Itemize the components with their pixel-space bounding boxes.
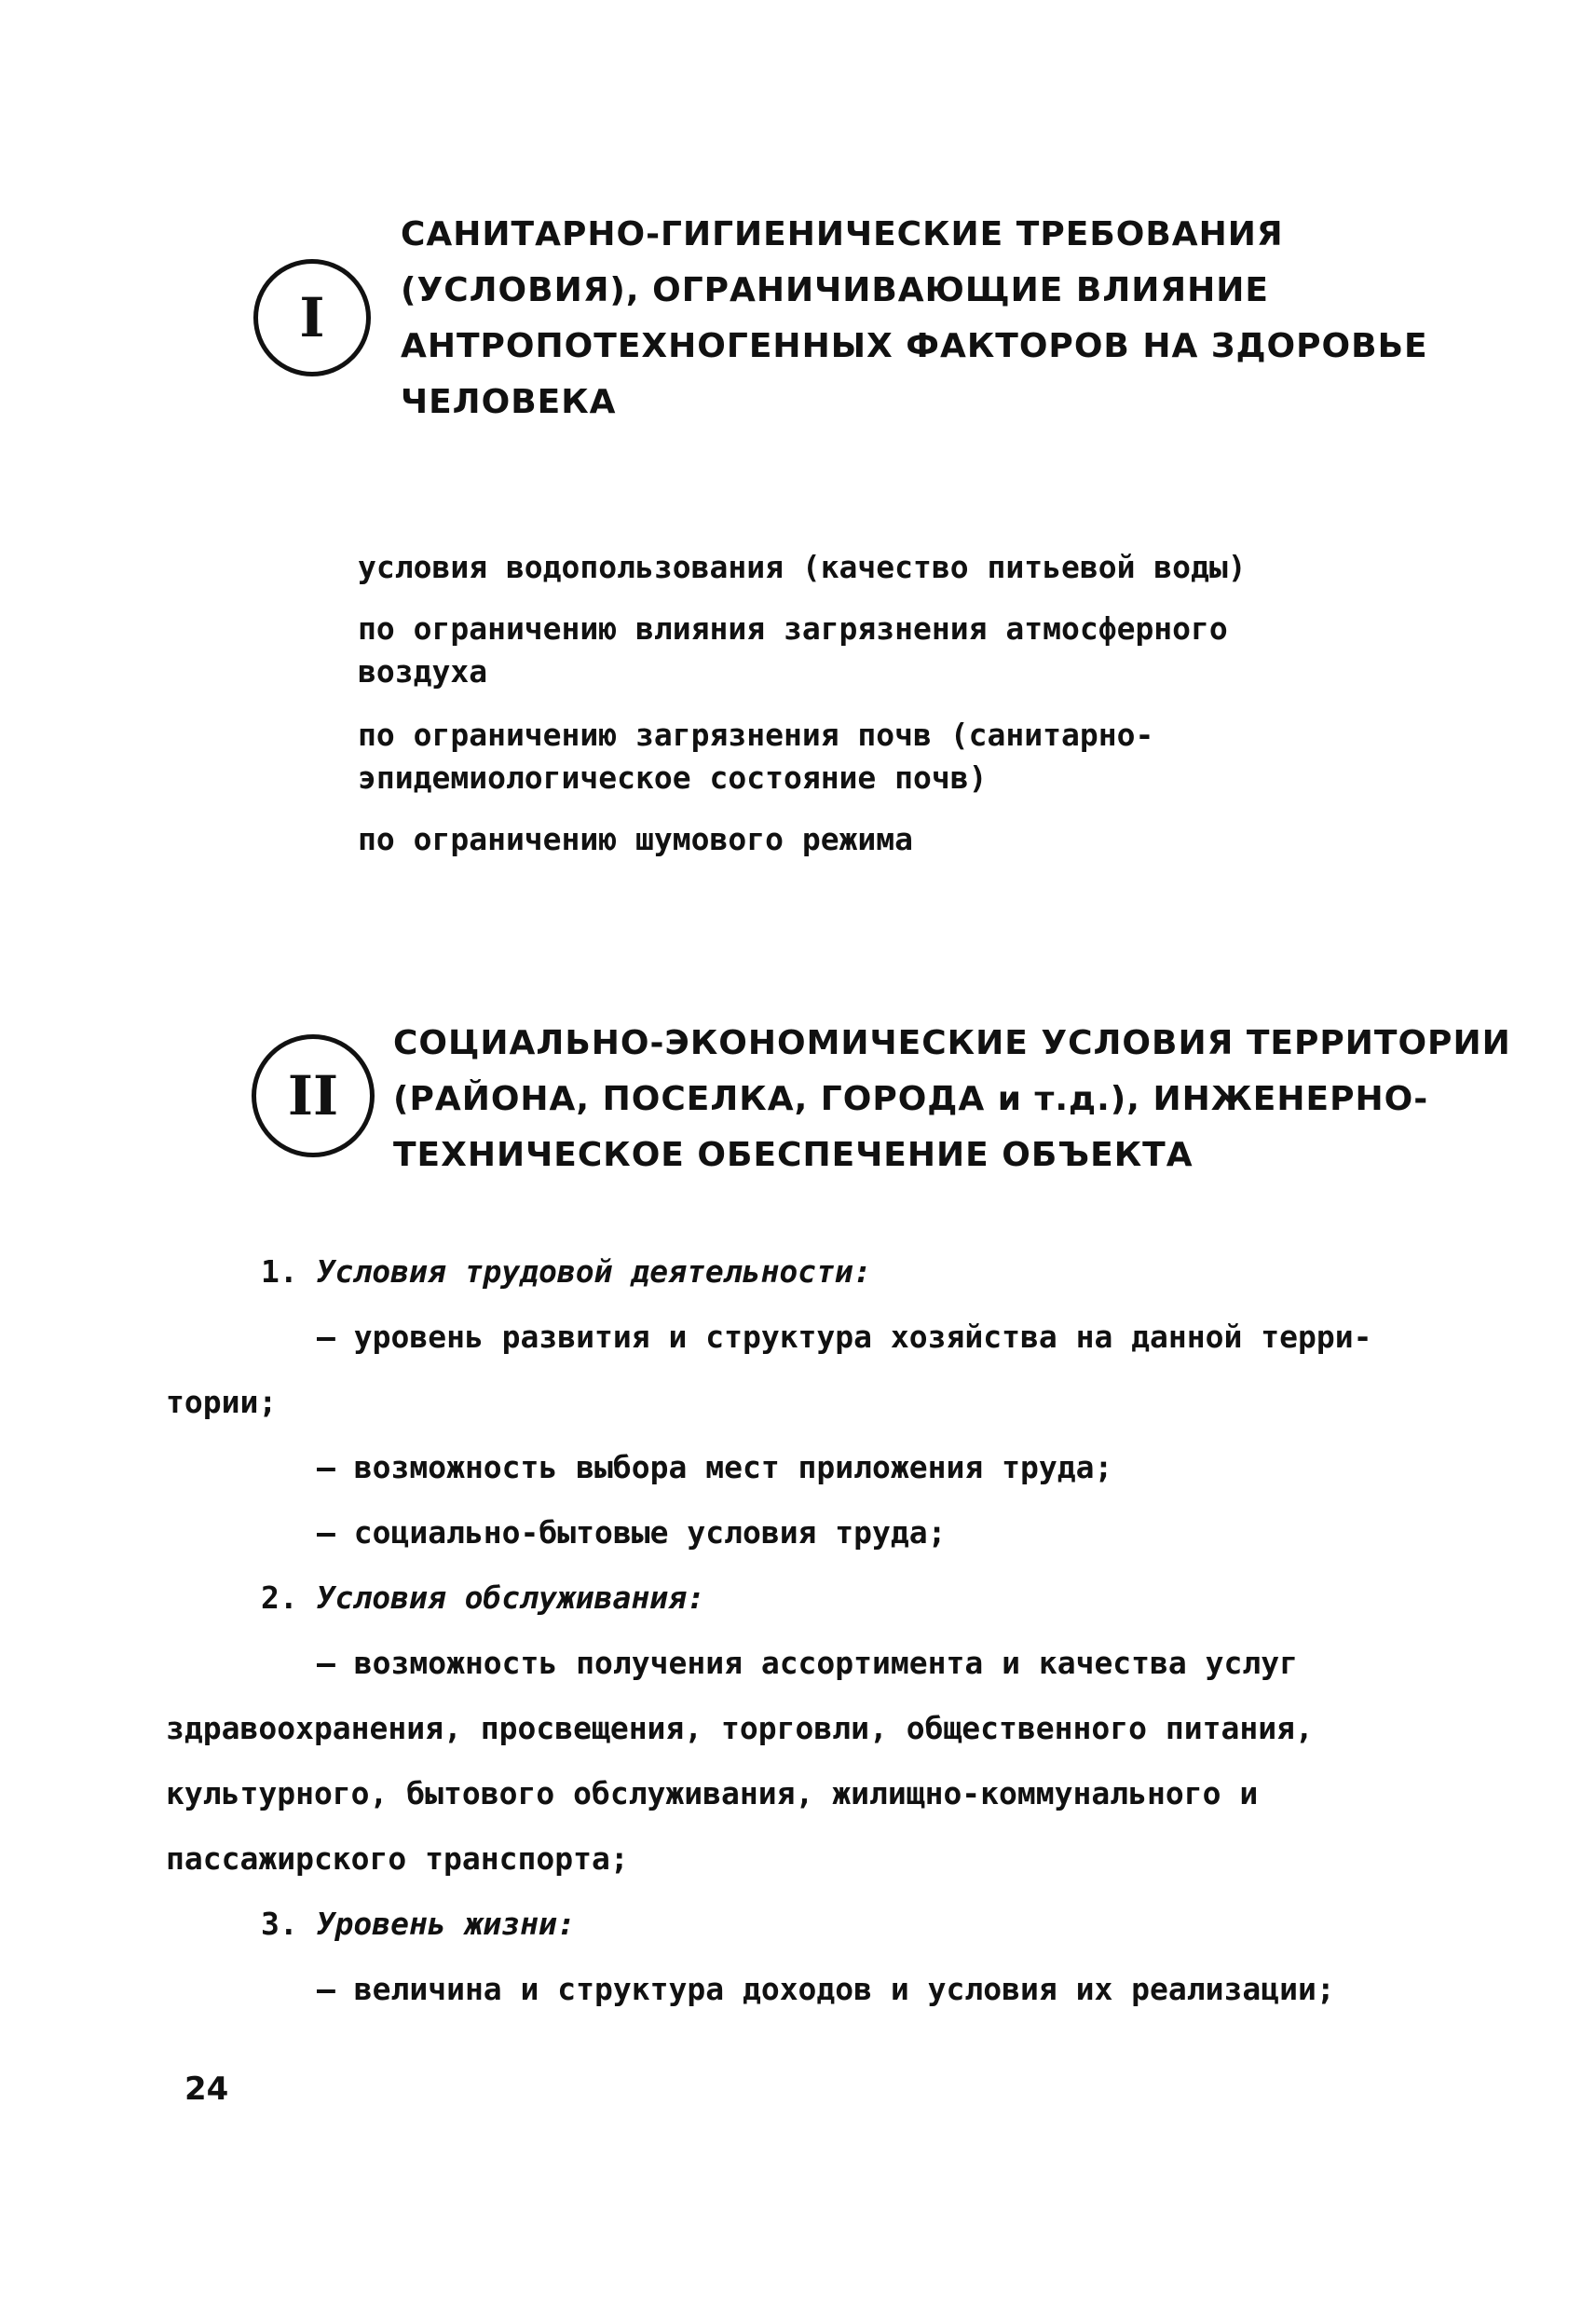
section-1-heading-line: ЧЕЛОВЕКА	[401, 383, 617, 421]
section-1-item-line: по ограничению влияния загрязнения атмосферного	[358, 610, 1228, 647]
section-2-heading	[393, 1019, 1511, 1180]
paragraph-number: 2.	[261, 1579, 298, 1616]
section-2-body-line: тории;	[166, 1384, 278, 1420]
section-1-heading-line: (УСЛОВИЯ), ОГРАНИЧИВАЮЩИЕ ВЛИЯНИЕ	[401, 271, 1269, 309]
section-1-heading	[401, 211, 1428, 427]
paragraph-number: 1.	[261, 1253, 298, 1290]
section-1-item-line: эпидемиологическое состояние почв)	[358, 759, 988, 796]
section-2-numeral: II	[287, 1064, 339, 1128]
section-2-body-line: – возможность получения ассортимента и качества услуг	[317, 1645, 1298, 1681]
section-1-item	[358, 818, 913, 861]
paragraph-number: 3.	[261, 1906, 298, 1942]
section-1-numeral: I	[299, 286, 325, 349]
section-2-heading-line: ТЕХНИЧЕСКОЕ ОБЕСПЕЧЕНИЕ ОБЪЕКТА	[393, 1136, 1194, 1174]
section-1-heading-line: АНТРОПОТЕХНОГЕННЫХ ФАКТОРОВ НА ЗДОРОВЬЕ	[401, 327, 1428, 365]
section-2-body-line: – величина и структура доходов и условия их реализации;	[317, 1971, 1335, 2007]
section-2-numeral-circle	[252, 1034, 375, 1157]
paragraph-title: Условия обслуживания:	[316, 1579, 705, 1616]
section-2-body-line: – уровень развития и структура хозяйства на данной терри-	[317, 1319, 1372, 1355]
section-2-paragraph-3-title	[261, 1903, 576, 1946]
section-2-paragraph-2-title	[261, 1577, 705, 1620]
section-1-item-line: условия водопользования (качество питьевой воды)	[358, 549, 1247, 585]
section-2-body-line: – социально-бытовые условия труда;	[317, 1514, 947, 1551]
section-1-item	[358, 546, 1247, 589]
section-1-item	[358, 608, 1228, 693]
section-1-item	[358, 714, 1153, 800]
page-number: 24	[184, 2071, 229, 2108]
section-2-body-line: здравоохранения, просвещения, торговли, общественного питания,	[166, 1710, 1314, 1746]
paragraph-title: Уровень жизни:	[316, 1906, 576, 1942]
paragraph-title: Условия трудовой деятельности:	[316, 1253, 872, 1290]
section-2-body-line: культурного, бытового обслуживания, жилищно-коммунального и	[166, 1775, 1259, 1811]
section-2-body-line: – возможность выбора мест приложения труда;	[317, 1449, 1113, 1485]
section-2-paragraph-1-title	[261, 1251, 872, 1293]
section-2-heading-line: (РАЙОНА, ПОСЕЛКА, ГОРОДА и т.д.), ИНЖЕНЕРНО-	[393, 1080, 1429, 1118]
section-2-body-line: пассажирского транспорта;	[166, 1840, 629, 1877]
section-1-numeral-circle	[253, 259, 371, 376]
section-1-item-line: воздуха	[358, 653, 488, 690]
section-1-item-line: по ограничению шумового режима	[358, 821, 914, 857]
section-1-heading-line: САНИТАРНО-ГИГИЕНИЧЕСКИЕ ТРЕБОВАНИЯ	[401, 215, 1284, 253]
section-1-item-line: по ограничению загрязнения почв (санитарно-	[358, 717, 1154, 753]
section-2-heading-line: СОЦИАЛЬНО-ЭКОНОМИЧЕСКИЕ УСЛОВИЯ ТЕРРИТОРИИ	[393, 1024, 1511, 1062]
